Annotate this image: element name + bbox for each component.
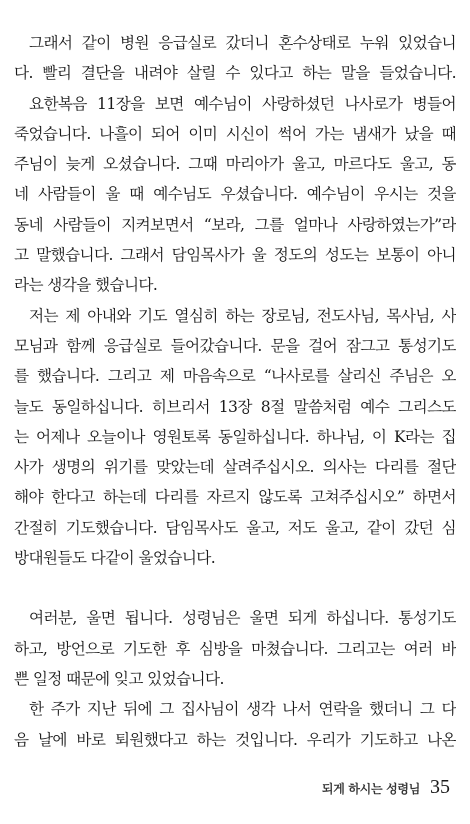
running-title: 되게 하시는 성령님 [321,782,420,796]
paragraph-gap [14,573,456,603]
text-line: 방대원들도 다같이 울었습니다. [14,549,216,568]
text-line: 저는 제 아내와 기도 열심히 하는 장로님, 전도사님, 목사님, 사 [29,306,456,325]
text-line: 를 했습니다. 그리고 제 마음속으로 “나사로를 살리신 주님은 오 [14,367,456,386]
text-line: 하고, 방언으로 기도한 후 심방을 마쳤습니다. 그리고는 여러 바 [14,639,456,658]
text-line: 다. 빨리 결단을 내려야 살릴 수 있다고 하는 말을 들었습니다. [14,64,456,83]
text-line: 동네 사람들이 지켜보면서 “보라, 그를 얼마나 사랑하였는가”라 [14,215,456,234]
text-line: 그래서 같이 병원 응급실로 갔더니 혼수상태로 누워 있었습니 [29,34,456,52]
text-line: 여러분, 울면 됩니다. 성령님은 울면 되게 하십니다. 통성기도 [29,609,456,628]
text-line: 주님이 늦게 오셨습니다. 그때 마리아가 울고, 마르다도 울고, 동 [14,155,456,174]
text-line: 라는 생각을 했습니다. [14,276,158,295]
text-line: 죽었습니다. 나흘이 되어 이미 시신이 썩어 가는 냄새가 났을 때 [14,124,456,143]
text-line: 요한복음 11장을 보면 예수님이 사랑하셨던 나사로가 병들어 [29,94,456,113]
text-line: 해야 한다고 하는데 다리를 자르지 않도록 고쳐주십시오” 하면서 [14,488,456,507]
text-line: 모님과 함께 응급실로 들어갔습니다. 문을 걸어 잠그고 통성기도 [14,336,456,355]
text-line: 고 말했습니다. 그래서 담임목사가 울 정도의 성도는 보통이 아니 [14,246,456,265]
page-footer [322,776,450,806]
body-text [14,28,456,755]
text-line: 한 주가 지난 뒤에 그 집사님이 생각 나서 연락을 했더니 그 다 [29,700,456,719]
text-line: 는 어제나 오늘이나 영원토록 동일하십니다. 하나님, 이 K라는 집 [14,427,456,446]
page-number: 35 [430,776,450,798]
text-line: 늘도 동일하십니다. 히브리서 13장 8절 말씀처럼 예수 그리스도 [14,397,456,416]
text-line: 음 날에 바로 퇴원했다고 하는 것입니다. 우리가 기도하고 나온 [14,730,456,749]
text-line: 네 사람들이 울 때 예수님도 우셨습니다. 예수님이 우시는 것을 [14,185,456,204]
text-line: 쁜 일정 때문에 잊고 있었습니다. [14,669,224,688]
text-line: 간절히 기도했습니다. 담임목사도 울고, 저도 울고, 같이 갔던 심 [14,518,456,537]
text-line: 사가 생명의 위기를 맞았는데 살려주십시오. 의사는 다리를 절단 [14,458,456,477]
